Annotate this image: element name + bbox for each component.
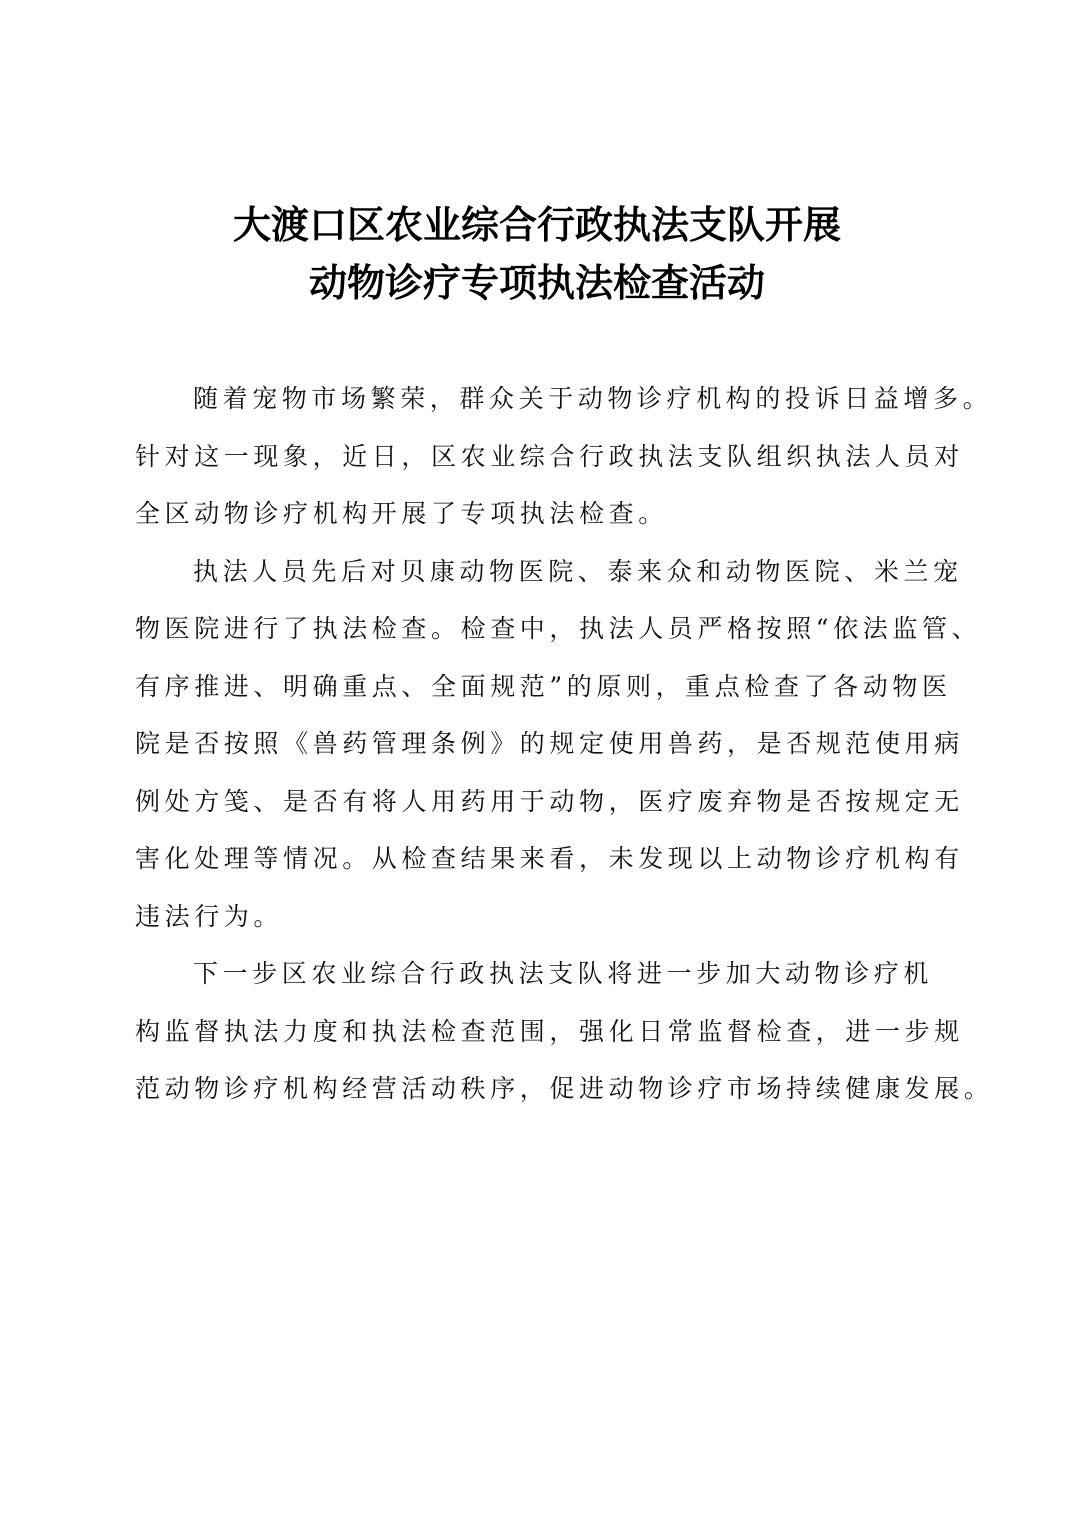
paragraph-2-line-4: 院是否按照《兽药管理条例》的规定使用兽药，是否规范使用病	[135, 729, 964, 758]
document-body	[135, 370, 994, 1118]
title-line-1: 大渡口区农业综合行政执法支队开展	[232, 203, 841, 247]
paragraph-2	[135, 543, 982, 946]
paragraph-1-line-3: 全区动物诊疗机构开展了专项执法检查。	[135, 499, 668, 528]
paragraph-2-line-2: 物医院进行了执法检查。检查中，执法人员严格按照“依法监管、	[135, 614, 982, 643]
paragraph-2-line-1: 执法人员先后对贝康动物医院、泰来众和动物医院、米兰宠	[193, 556, 963, 586]
paragraph-2-line-3: 有序推进、明确重点、全面规范”的原则，重点检查了各动物医	[135, 671, 952, 701]
paragraph-2-line-6: 害化处理等情况。从检查结果来看，未发现以上动物诊疗机构有	[135, 844, 964, 873]
title-line-2: 动物诊疗专项执法检查活动	[308, 261, 765, 305]
paragraph-3-line-2: 构监督执法力度和执法检查范围，强化日常监督检查，进一步规	[135, 1016, 964, 1046]
paragraph-3-line-3: 范动物诊疗机构经营活动秩序，促进动物诊疗市场持续健康发展。	[135, 1074, 994, 1103]
paragraph-2-line-5: 例处方笺、是否有将人用药用于动物，医疗废弃物是否按规定无	[135, 786, 964, 816]
paragraph-2-line-7: 违法行为。	[135, 901, 284, 931]
paragraph-3	[135, 945, 994, 1118]
document-title	[0, 196, 1074, 312]
paragraph-1-line-2: 针对这一现象，近日，区农业综合行政执法支队组织执法人员对	[135, 441, 964, 471]
paragraph-1	[135, 370, 993, 543]
paragraph-3-line-1: 下一步区农业综合行政执法支队将进一步加大动物诊疗机	[193, 959, 934, 988]
paragraph-1-line-1: 随着宠物市场繁荣，群众关于动物诊疗机构的投诉日益增多。	[193, 384, 993, 413]
